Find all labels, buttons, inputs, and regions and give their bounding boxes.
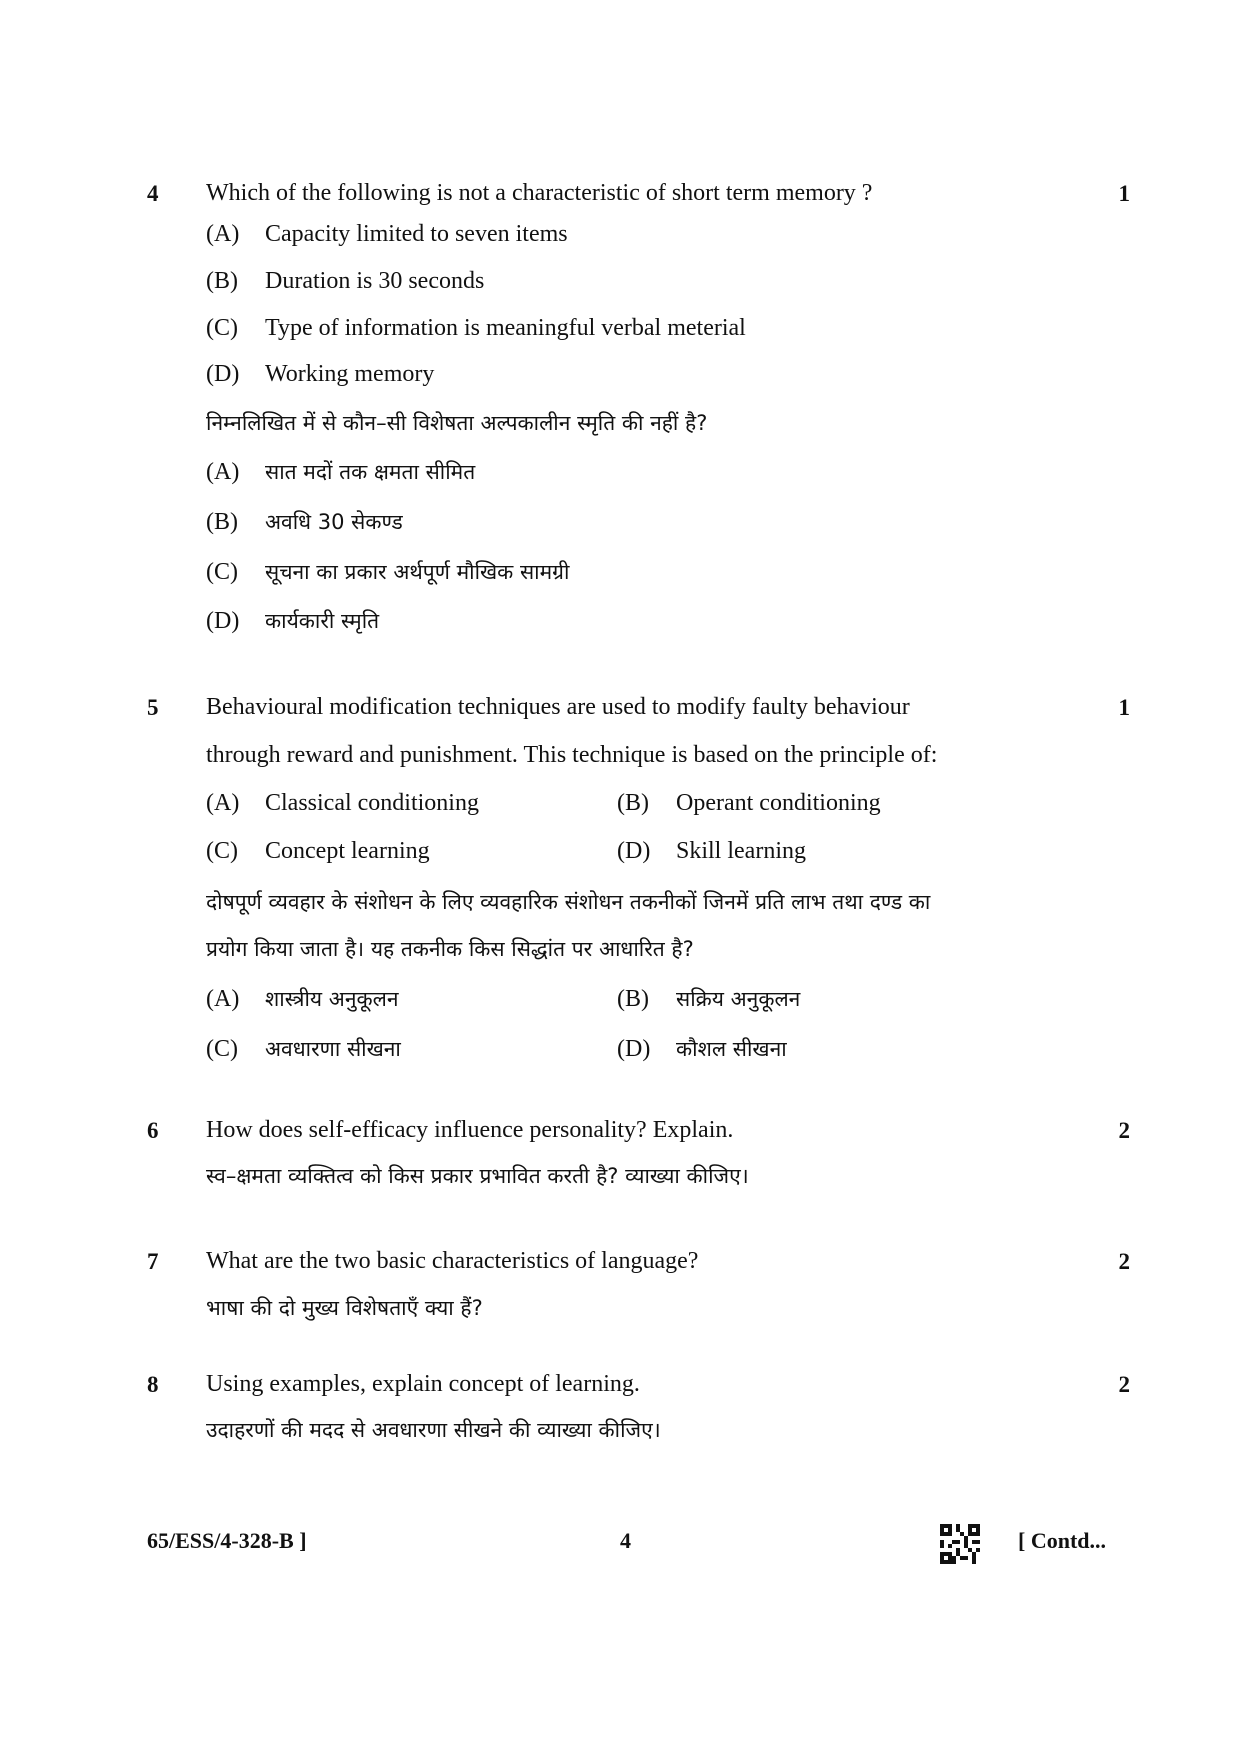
question-marks: 1: [1118, 181, 1130, 206]
question-text-en: Using examples, explain concept of learning.: [206, 1371, 640, 1397]
question-marks: 2: [1118, 1249, 1130, 1274]
option-en-c: (C) Type of information is meaningful verbal meterial: [206, 315, 746, 341]
question-number: 5: [147, 695, 159, 720]
question-text-hi: उदाहरणों की मदद से अवधारणा सीखने की व्याख्या कीजिए।: [206, 1418, 661, 1442]
question-marks: 2: [1118, 1118, 1130, 1143]
question-text-en: What are the two basic characteristics of language?: [206, 1248, 699, 1274]
option-en-d: (D) Skill learning: [617, 838, 806, 864]
option-hi-a: (A) शास्त्रीय अनुकूलन: [206, 986, 399, 1012]
question-marks: 1: [1118, 695, 1130, 720]
question-text-hi: निम्नलिखित में से कौन–सी विशेषता अल्पकालीन स्मृति की नहीं है?: [206, 411, 708, 435]
option-en-c: (C) Concept learning: [206, 838, 430, 864]
option-en-a: (A) Classical conditioning: [206, 790, 479, 816]
question-number: 6: [147, 1118, 159, 1143]
option-hi-b: (B) अवधि 30 सेकण्ड: [206, 509, 403, 535]
option-hi-c: (C) अवधारणा सीखना: [206, 1036, 401, 1062]
question-text-hi-line-2: प्रयोग किया जाता है। यह तकनीक किस सिद्धांत पर आधारित है?: [206, 937, 694, 961]
option-en-a: (A) Capacity limited to seven items: [206, 221, 568, 247]
question-text-en: Which of the following is not a characteristic of short term memory ?: [206, 180, 873, 206]
option-hi-d: (D) कार्यकारी स्मृति: [206, 608, 380, 634]
question-number: 8: [147, 1372, 159, 1397]
question-number: 7: [147, 1249, 159, 1274]
continued-label: [ Contd...: [1018, 1528, 1107, 1553]
option-hi-b: (B) सक्रिय अनुकूलन: [617, 986, 801, 1012]
question-text-hi: भाषा की दो मुख्य विशेषताएँ क्या हैं?: [206, 1296, 483, 1320]
question-number: 4: [147, 181, 159, 206]
page-number: 4: [620, 1528, 631, 1553]
question-text-en: How does self-efficacy influence personality? Explain.: [206, 1117, 734, 1143]
option-hi-a: (A) सात मदों तक क्षमता सीमित: [206, 459, 476, 485]
question-text-en-line-1: Behavioural modification techniques are used to modify faulty behaviour: [206, 694, 910, 720]
qr-code-icon: [940, 1524, 980, 1564]
paper-code: 65/ESS/4-328-B ]: [147, 1528, 307, 1553]
option-hi-c: (C) सूचना का प्रकार अर्थपूर्ण मौखिक सामग्री: [206, 559, 570, 585]
option-hi-d: (D) कौशल सीखना: [617, 1036, 787, 1062]
option-en-b: (B) Operant conditioning: [617, 790, 881, 816]
question-marks: 2: [1118, 1372, 1130, 1397]
option-en-d: (D) Working memory: [206, 361, 435, 387]
question-text-hi: स्व–क्षमता व्यक्तित्व को किस प्रकार प्रभावित करती है? व्याख्या कीजिए।: [206, 1164, 749, 1188]
question-text-en-line-2: through reward and punishment. This technique is based on the principle of:: [206, 742, 938, 768]
option-en-b: (B) Duration is 30 seconds: [206, 268, 485, 294]
question-text-hi-line-1: दोषपूर्ण व्यवहार के संशोधन के लिए व्यवहारिक संशोधन तकनीकों जिनमें प्रति लाभ तथा दण्ड का: [206, 890, 931, 914]
